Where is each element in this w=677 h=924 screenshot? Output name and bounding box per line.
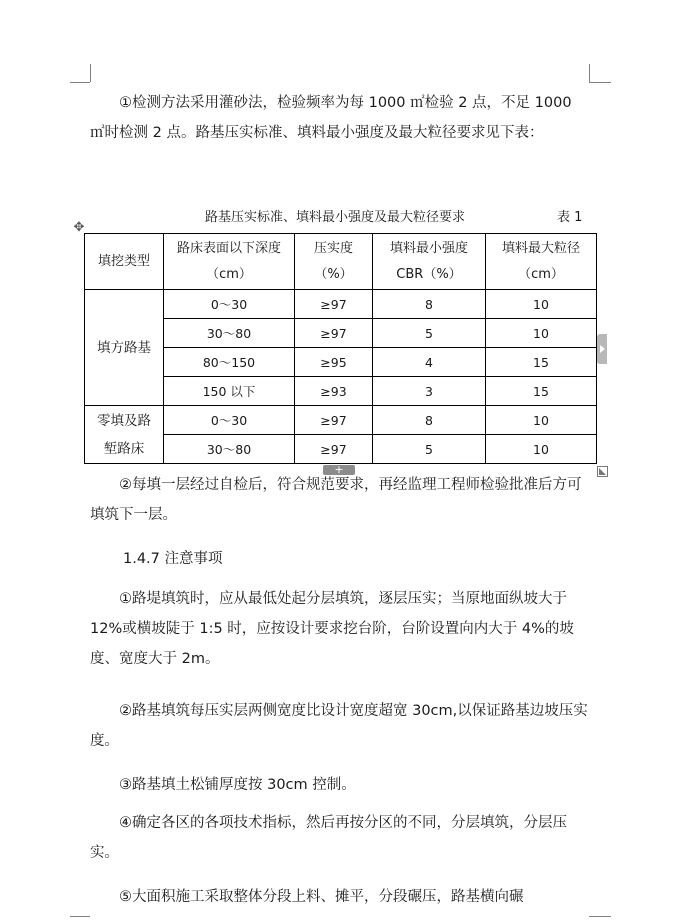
paragraph-inspection[interactable]: ②每填一层经过自检后，符合规范要求，再经监理工程师检验批准后方可填筑下一层。 — [90, 477, 582, 523]
header-max-size: 填料最大粒径 （cm） — [486, 234, 597, 290]
cell-max-size: 10 — [486, 406, 597, 435]
header-min-strength: 填料最小强度 CBR（%） — [373, 234, 486, 290]
paragraph-test-method[interactable]: ①检测方法采用灌砂法，检验频率为每 1000 ㎡检验 2 点，不足 1000 ㎡时检测 2 点。路基压实标准、填料最小强度及最大粒径要求见下表： — [90, 95, 572, 141]
paragraph-note-5[interactable]: ⑤大面积施工采取整体分段上料、摊平，分段碾压，路基横向碾 — [119, 889, 524, 905]
header-compaction: 压实度 （%） — [295, 234, 373, 290]
header-depth: 路床表面以下深度 （cm） — [164, 234, 295, 290]
cell-depth: 30～80 — [164, 319, 295, 348]
crop-mark-top-right — [589, 64, 590, 82]
cell-max-size: 10 — [486, 290, 597, 319]
cell-cbr: 5 — [373, 435, 486, 464]
paragraph-note-2[interactable]: ②路基填筑每压实层两侧宽度比设计宽度超宽 30cm,以保证路基边坡压实度。 — [90, 703, 588, 749]
crop-mark-bottom-right — [589, 916, 611, 917]
cell-compaction: ≥93 — [295, 377, 373, 406]
cell-max-size: 10 — [486, 319, 597, 348]
plus-icon[interactable]: + — [323, 465, 355, 475]
cell-cbr: 8 — [373, 406, 486, 435]
crop-mark-top-left-h — [70, 82, 90, 83]
table-caption-title: 路基压实标准、填料最小强度及最大粒径要求 — [205, 210, 466, 225]
move-arrows-icon[interactable]: ✥ — [73, 220, 85, 235]
paragraph-note-3[interactable]: ③路基填土松铺厚度按 30cm 控制。 — [119, 777, 356, 793]
cell-max-size: 15 — [486, 377, 597, 406]
cell-compaction: ≥97 — [295, 406, 373, 435]
section-heading[interactable]: 1.4.7 注意事项 — [123, 551, 223, 567]
chevron-right-icon[interactable] — [597, 334, 607, 364]
paragraph-note-4[interactable]: ④确定各区的各项技术指标，然后再按分区的不同，分层填筑，分层压实。 — [90, 815, 567, 861]
cell-max-size: 10 — [486, 435, 597, 464]
table-header-row — [85, 234, 597, 290]
header-fill-type: 填挖类型 — [85, 234, 164, 290]
paragraph-note-1[interactable]: ①路堤填筑时，应从最低处起分层填筑，逐层压实；当原地面纵坡大于 12%或横坡陡于 1:5 时，应按设计要求挖台阶，台阶设置向内大于 4%的坡度、宽度大于 2m。 — [90, 591, 574, 667]
compaction-spec-table[interactable] — [84, 233, 597, 464]
cell-compaction: ≥97 — [295, 435, 373, 464]
cell-compaction: ≥97 — [295, 290, 373, 319]
resize-corner-icon[interactable] — [597, 466, 608, 477]
crop-mark-bottom-left — [70, 916, 90, 917]
cell-compaction: ≥95 — [295, 348, 373, 377]
group-zero-fill-cut: 零填及路 堑路床 — [85, 406, 164, 464]
crop-mark-top-left — [90, 64, 91, 82]
table-row — [85, 406, 597, 435]
cell-cbr: 3 — [373, 377, 486, 406]
cell-cbr: 8 — [373, 290, 486, 319]
cell-compaction: ≥97 — [295, 319, 373, 348]
group-fill-subgrade: 填方路基 — [85, 290, 164, 406]
table-caption — [90, 204, 590, 226]
cell-depth: 30～80 — [164, 435, 295, 464]
cell-depth: 0～30 — [164, 406, 295, 435]
cell-depth: 150 以下 — [164, 377, 295, 406]
cell-depth: 0～30 — [164, 290, 295, 319]
cell-max-size: 15 — [486, 348, 597, 377]
cell-depth: 80～150 — [164, 348, 295, 377]
table-row — [85, 290, 597, 319]
table-number: 表 1 — [557, 210, 583, 225]
cell-cbr: 4 — [373, 348, 486, 377]
crop-mark-top-right-h — [589, 82, 611, 83]
cell-cbr: 5 — [373, 319, 486, 348]
